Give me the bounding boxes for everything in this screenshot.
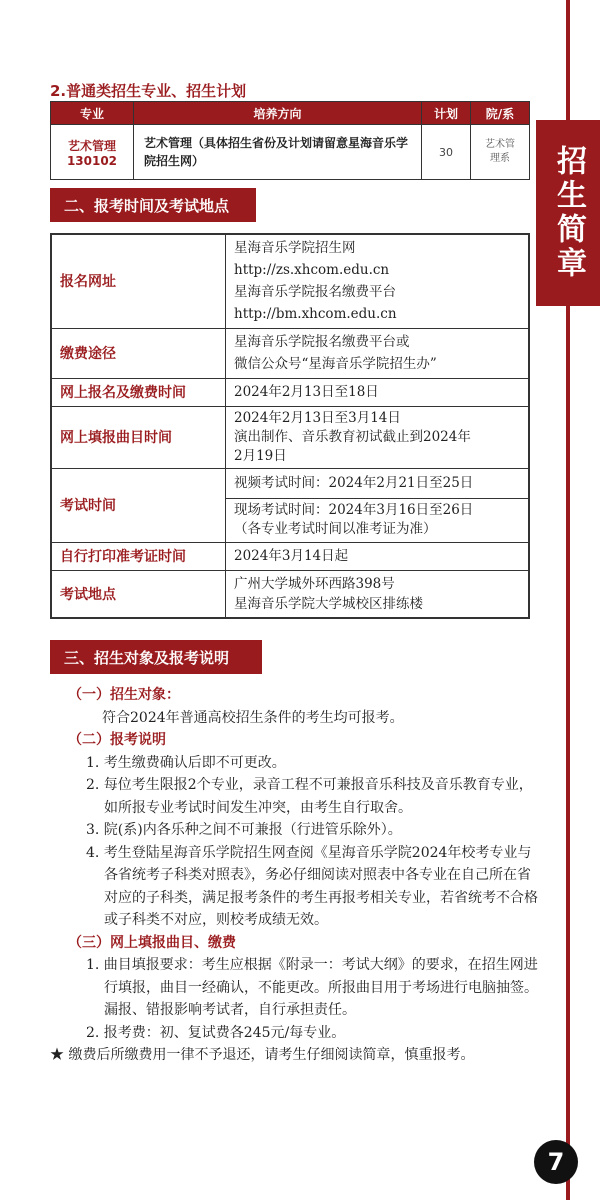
table-row	[51, 468, 529, 498]
page-number: 7	[534, 1140, 578, 1184]
value-line: 现场考试时间：2024年3月16日至26日	[234, 502, 474, 518]
table-row	[51, 378, 529, 406]
side-tab	[536, 120, 600, 306]
value-line: 星海音乐学院招生网	[234, 240, 356, 257]
dept-line-1: 艺术管	[485, 139, 515, 150]
section-title: 2.普通类招生专业、招生计划	[50, 82, 247, 100]
row-label: 考试地点	[51, 570, 226, 618]
section-banner-schedule: 二、报考时间及考试地点	[50, 188, 256, 222]
value-line: 星海音乐学院报名缴费平台或	[234, 334, 410, 350]
row-value	[226, 406, 530, 468]
part3-heading: （三）网上填报曲目、缴费	[68, 934, 236, 951]
part1-text: 符合2024年普通高校招生条件的考生均可报考。	[102, 709, 404, 726]
value-line: 微信公众号“星海音乐学院招生办”	[234, 356, 437, 372]
table-row	[51, 406, 529, 468]
row-label: 自行打印准考证时间	[51, 542, 226, 570]
url-zs: http://zs.xhcom.edu.cn	[234, 262, 390, 279]
value-line: （各专业考试时间以准考证为准）	[234, 521, 437, 537]
row-value: 2024年2月13日至18日	[226, 378, 530, 406]
row-value: 视频考试时间：2024年2月21日至25日	[226, 468, 530, 498]
value-line: 星海音乐学院报名缴费平台	[234, 284, 396, 301]
value-line: 2月19日	[234, 447, 287, 464]
value-line: 演出制作、音乐教育初试截止到2024年	[234, 428, 471, 445]
list-item: 1. 考生缴费确认后即不可更改。	[86, 754, 286, 771]
major-name: 艺术管理	[67, 138, 116, 153]
row-value: 2024年3月14日起	[226, 542, 530, 570]
list-item: 2. 每位考生限报2个专业，录音工程不可兼报音乐科技及音乐教育专业，如所报专业考试时间发生冲突，由考生自行取舍。	[86, 777, 533, 816]
major-code: 130102	[66, 153, 118, 168]
major-cell	[51, 125, 134, 180]
table-row	[51, 542, 529, 570]
admission-notes	[50, 684, 540, 1067]
list-item: 2. 报考费：初、复试费各245元/每专业。	[86, 1024, 346, 1041]
dept-cell	[471, 125, 530, 180]
table-row	[51, 234, 529, 328]
header-plan: 计划	[422, 102, 471, 125]
part2-list	[50, 752, 540, 932]
table-row	[51, 125, 530, 180]
direction-cell: 艺术管理（具体招生省份及计划请留意星海音乐学院招生网）	[134, 125, 422, 180]
plan-cell: 30	[422, 125, 471, 180]
value-line: 广州大学城外环西路398号	[234, 575, 395, 592]
row-label: 网上报名及缴费时间	[51, 378, 226, 406]
table-row	[51, 570, 529, 618]
part1-heading: （一）招生对象：	[68, 687, 180, 703]
part2-heading: （二）报考说明	[68, 732, 166, 748]
schedule-table	[50, 233, 530, 619]
side-tab-label: 招生简章	[551, 145, 586, 281]
header-major: 专业	[51, 102, 134, 125]
list-item: 3. 院(系)内各乐种之间不可兼报（行进管乐除外）。	[86, 822, 402, 838]
header-dept: 院/系	[471, 102, 530, 125]
list-item: 1. 曲目填报要求：考生应根据《附录一：考试大纲》的要求，在招生网进行填报，曲目一经确认，不能更改。所报曲目用于考场进行电脑抽签。漏报、错报影响考试者，自行承担责任。	[86, 957, 538, 1018]
url-bm: http://bm.xhcom.edu.cn	[234, 306, 397, 323]
row-value	[226, 570, 530, 618]
row-value	[226, 498, 530, 542]
refund-note: ★ 缴费后所缴费用一律不予退还，请考生仔细阅读简章，慎重报考。	[50, 1047, 475, 1063]
value-line: 2024年2月13日至3月14日	[234, 409, 401, 426]
table-row	[51, 328, 529, 378]
row-value	[226, 234, 530, 328]
dept-line-2: 理系	[490, 153, 510, 164]
table-header-row	[51, 102, 530, 125]
part3-list	[50, 954, 540, 1044]
row-label: 考试时间	[51, 468, 226, 542]
section-banner-admission: 三、招生对象及报考说明	[50, 640, 262, 674]
row-label: 报名网址	[51, 234, 226, 328]
row-value	[226, 328, 530, 378]
header-direction: 培养方向	[134, 102, 422, 125]
major-plan-table	[50, 101, 530, 180]
row-label: 网上填报曲目时间	[51, 406, 226, 468]
row-label: 缴费途径	[51, 328, 226, 378]
value-line: 星海音乐学院大学城校区排练楼	[234, 595, 423, 612]
list-item: 4. 考生登陆星海音乐学院招生网查阅《星海音乐学院2024年校考专业与各省统考子科类对照表》，务必仔细阅读对照表中各专业在自己所在省对应的子科类，满足报考条件的考生再报考相关专业，若省统考不合格或子科类不对应，则校考成绩无效。	[86, 844, 538, 928]
